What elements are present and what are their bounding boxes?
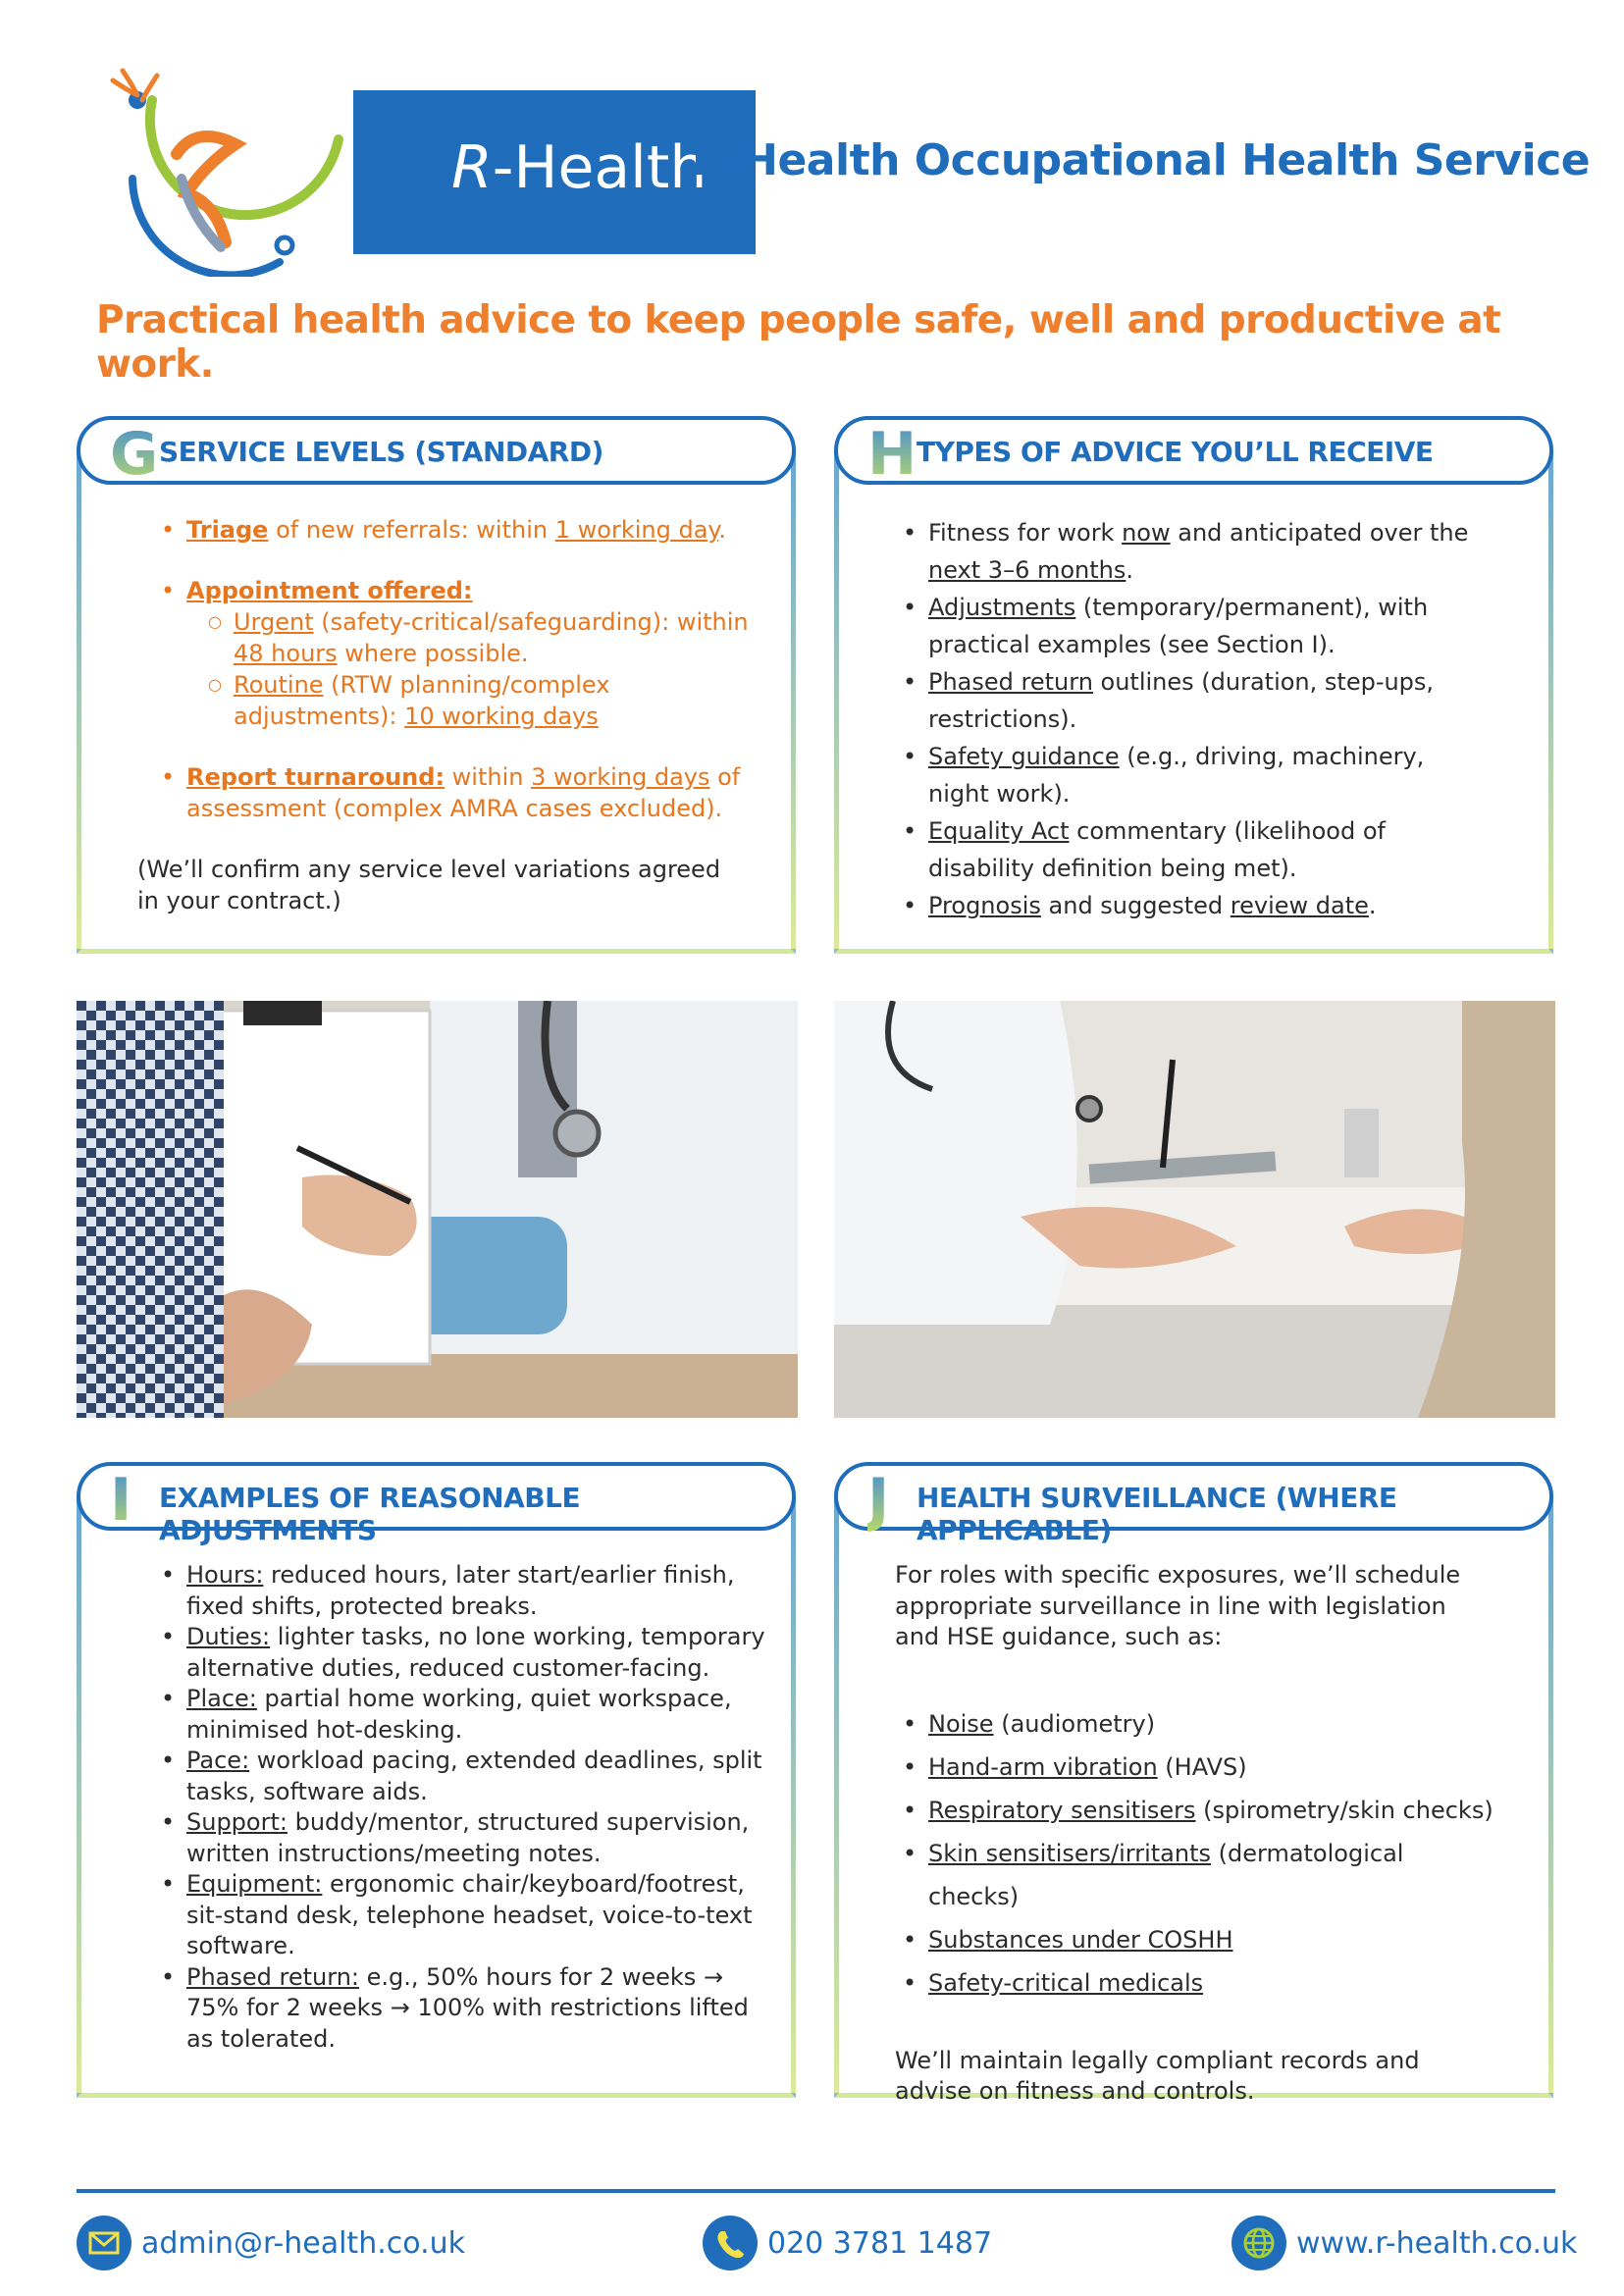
panel-header <box>77 1462 796 1546</box>
website-link[interactable]: www.r-health.co.uk <box>1296 2225 1578 2261</box>
list-item: • Equipment: ergonomic chair/keyboard/footrest, sit-stand desk, telephone headset, voice-to-text software. <box>153 1869 771 1962</box>
advice-content <box>895 514 1484 924</box>
page-title: R-Health Occupational Health Service <box>692 135 1591 185</box>
envelope-icon <box>77 2216 131 2270</box>
footer-divider <box>77 2189 1555 2193</box>
list-item: ○ Routine (RTW planning/complex adjustments): 10 working days <box>186 669 761 732</box>
list-item: • Phased return outlines (duration, step-ups, restrictions). <box>895 663 1484 738</box>
panel-reasonable-adjustments <box>77 1462 796 2098</box>
phone-icon <box>703 2216 758 2270</box>
list-item: • Place: partial home working, quiet workspace, minimised hot-desking. <box>153 1684 771 1746</box>
list-item: • Hand-arm vibration (HAVS) <box>895 1746 1493 1789</box>
adjustments-content <box>153 1560 771 2055</box>
list-item: • Safety-critical medicals <box>895 1961 1493 2005</box>
list-item: • Pace: workload pacing, extended deadlines, split tasks, software aids. <box>153 1746 771 1807</box>
list-item: • Triage of new referrals: within 1 working day. <box>153 514 761 546</box>
panel-types-of-advice <box>834 416 1553 954</box>
panel-health-surveillance <box>834 1462 1553 2105</box>
list-item: • Adjustments (temporary/permanent), with practical examples (see Section I). <box>895 589 1484 663</box>
logo-emblem-icon <box>93 61 388 277</box>
phone-number[interactable]: 020 3781 1487 <box>767 2225 993 2261</box>
list-item: • Prognosis and suggested review date. <box>895 887 1484 924</box>
list-item: • Substances under COSHH <box>895 1918 1493 1961</box>
doctor-clipboard-photo <box>77 1001 798 1418</box>
list-item: • Safety guidance (e.g., driving, machinery, night work). <box>895 738 1484 812</box>
list-item: • Equality Act commentary (likelihood of disability definition being met). <box>895 812 1484 887</box>
panel-title: EXAMPLES OF REASONABLE ADJUSTMENTS <box>159 1482 581 1546</box>
panel-header <box>834 1462 1553 1546</box>
list-item: • Respiratory sensitisers (spirometry/skin checks) <box>895 1789 1493 1832</box>
logo-wordmark: R-Health <box>451 133 707 202</box>
email-link[interactable]: admin@r-health.co.uk <box>141 2225 465 2261</box>
surveillance-intro: For roles with specific exposures, we’ll schedule appropriate surveillance in line with legislation and HSE guidance, such as: <box>895 1561 1461 1650</box>
panel-header <box>834 416 1553 489</box>
surveillance-outro: We’ll maintain legally compliant records and advise on fitness and controls. <box>895 2046 1420 2105</box>
consultation-photo <box>834 1001 1555 1418</box>
surveillance-content <box>895 1560 1493 2108</box>
list-item: • Report turnaround: within 3 working days of assessment (complex AMRA cases excluded). <box>153 761 761 824</box>
list-item: • Duties: lighter tasks, no lone working, temporary alternative duties, reduced customer-facing. <box>153 1622 771 1684</box>
list-item: • Noise (audiometry) <box>895 1702 1493 1746</box>
section-letter: H <box>867 420 917 489</box>
list-item: ○ Urgent (safety-critical/safeguarding): within 48 hours where possible. <box>186 606 761 669</box>
section-letter: G <box>110 420 159 489</box>
globe-icon <box>1231 2216 1286 2270</box>
section-letter: I <box>110 1466 132 1535</box>
list-item: • Skin sensitisers/irritants (dermatological checks) <box>895 1832 1493 1918</box>
panel-service-levels <box>77 416 796 954</box>
footer-website[interactable] <box>1231 2216 1577 2270</box>
panel-title: TYPES OF ADVICE YOU’LL RECEIVE <box>917 436 1434 468</box>
tagline: Practical health advice to keep people safe, well and productive at work. <box>96 298 1501 387</box>
logo <box>93 61 707 277</box>
service-note: (We’ll confirm any service level variations agreed in your contract.) <box>137 856 721 914</box>
list-item: • Appointment offered: ○ Urgent (safety-critical/safeguarding): within 48 hours where possible. ○ Routine (RTW planning/complex adjustments): 10 working days <box>153 575 761 732</box>
service-levels-content <box>137 514 761 916</box>
list-item: • Fitness for work now and anticipated over the next 3–6 months. <box>895 514 1484 589</box>
list-item: • Hours: reduced hours, later start/earlier finish, fixed shifts, protected breaks. <box>153 1560 771 1622</box>
panel-header <box>77 416 796 489</box>
panel-title: SERVICE LEVELS (STANDARD) <box>159 436 603 468</box>
list-item: • Support: buddy/mentor, structured supervision, written instructions/meeting notes. <box>153 1807 771 1869</box>
list-item: • Phased return: e.g., 50% hours for 2 weeks → 75% for 2 weeks → 100% with restrictions lifted as tolerated. <box>153 1962 771 2056</box>
panel-title: HEALTH SURVEILLANCE (WHERE APPLICABLE) <box>917 1482 1397 1546</box>
section-letter: J <box>867 1466 890 1535</box>
footer-phone[interactable] <box>703 2216 992 2270</box>
footer-email[interactable] <box>77 2216 465 2270</box>
